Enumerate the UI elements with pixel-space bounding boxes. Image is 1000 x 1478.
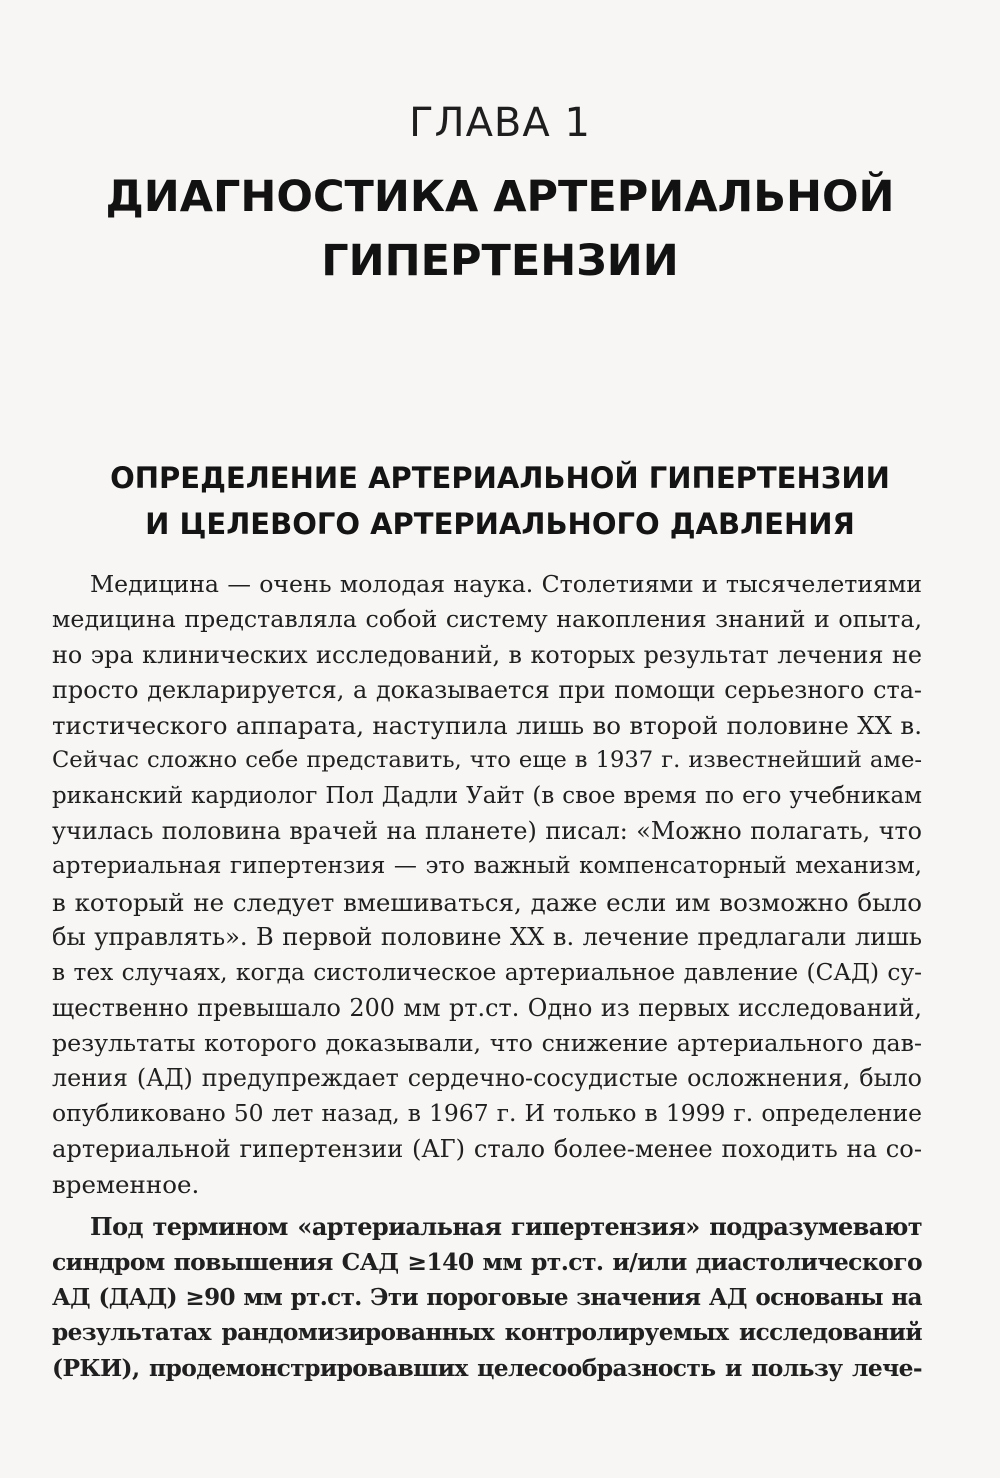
text-line: результаты которого доказывали, что снижение артериального дав- [52,1028,922,1057]
text-line: училась половина врачей на планете) писал: «Можно полагать, что [52,817,922,846]
text-line: артериальной гипертензии (АГ) стало более-менее походить на со- [52,1134,922,1163]
section-title-line: ОПРЕДЕЛЕНИЕ АРТЕРИАЛЬНОЙ ГИПЕРТЕНЗИИ [110,461,890,495]
text-line: тистического аппарата, наступила лишь во второй половине XX в. [52,711,922,741]
text-line: Под термином «артериальная гипертензия» подразумевают [90,1212,922,1242]
text-line: опубликовано 50 лет назад, в 1967 г. И только в 1999 г. определение [52,1099,922,1128]
chapter-title [0,165,1000,293]
section-title [0,455,1000,547]
text-line: артериальная гипертензия — это важный компенсаторный механизм, [52,853,922,880]
text-line: ления (АД) предупреждает сердечно-сосудистые осложнения, было [52,1064,922,1093]
text-line: бы управлять». В первой половине XX в. лечение предлагали лишь [52,922,922,951]
text-line: (РКИ), продемонстрировавших целесообразность и пользу лече- [52,1353,922,1382]
text-line: в тех случаях, когда систолическое артериальное давление (САД) су- [52,959,922,987]
text-line: АД (ДАД) ≥90 мм рт.ст. Эти пороговые значения АД основаны на [52,1283,922,1311]
text-line: но эра клинических исследований, в которых результат лечения не [52,640,922,669]
text-line: просто декларируется, а доказывается при помощи серьезного ста- [52,675,922,704]
text-line: временное. [52,1170,200,1200]
text-line: риканский кардиолог Пол Дадли Уайт (в свое время по его учебникам [52,782,922,809]
text-line: синдром повышения САД ≥140 мм рт.ст. и/или диастолического [52,1247,922,1276]
body-text [52,567,922,1386]
text-line: медицина представляла собой систему накопления знаний и опыта, [52,605,922,634]
paragraph-definition [52,1209,922,1385]
text-line: Медицина — очень молодая наука. Столетиями и тысячелетиями [90,570,922,598]
paragraph-intro [52,567,922,1202]
section-title-line: И ЦЕЛЕВОГО АРТЕРИАЛЬНОГО ДАВЛЕНИЯ [145,507,855,541]
chapter-title-line: ДИАГНОСТИКА АРТЕРИАЛЬНОЙ [105,172,895,222]
chapter-title-line: ГИПЕРТЕНЗИИ [321,236,679,286]
text-line: в который не следует вмешиваться, даже если им возможно было [52,887,922,917]
text-line: щественно превышало 200 мм рт.ст. Одно из первых исследований, [52,993,922,1022]
text-line: Сейчас сложно себе представить, что еще в 1937 г. известнейший аме- [52,747,922,774]
chapter-label: ГЛАВА 1 [409,100,591,146]
text-line: результатах рандомизированных контролируемых исследований [52,1319,922,1347]
